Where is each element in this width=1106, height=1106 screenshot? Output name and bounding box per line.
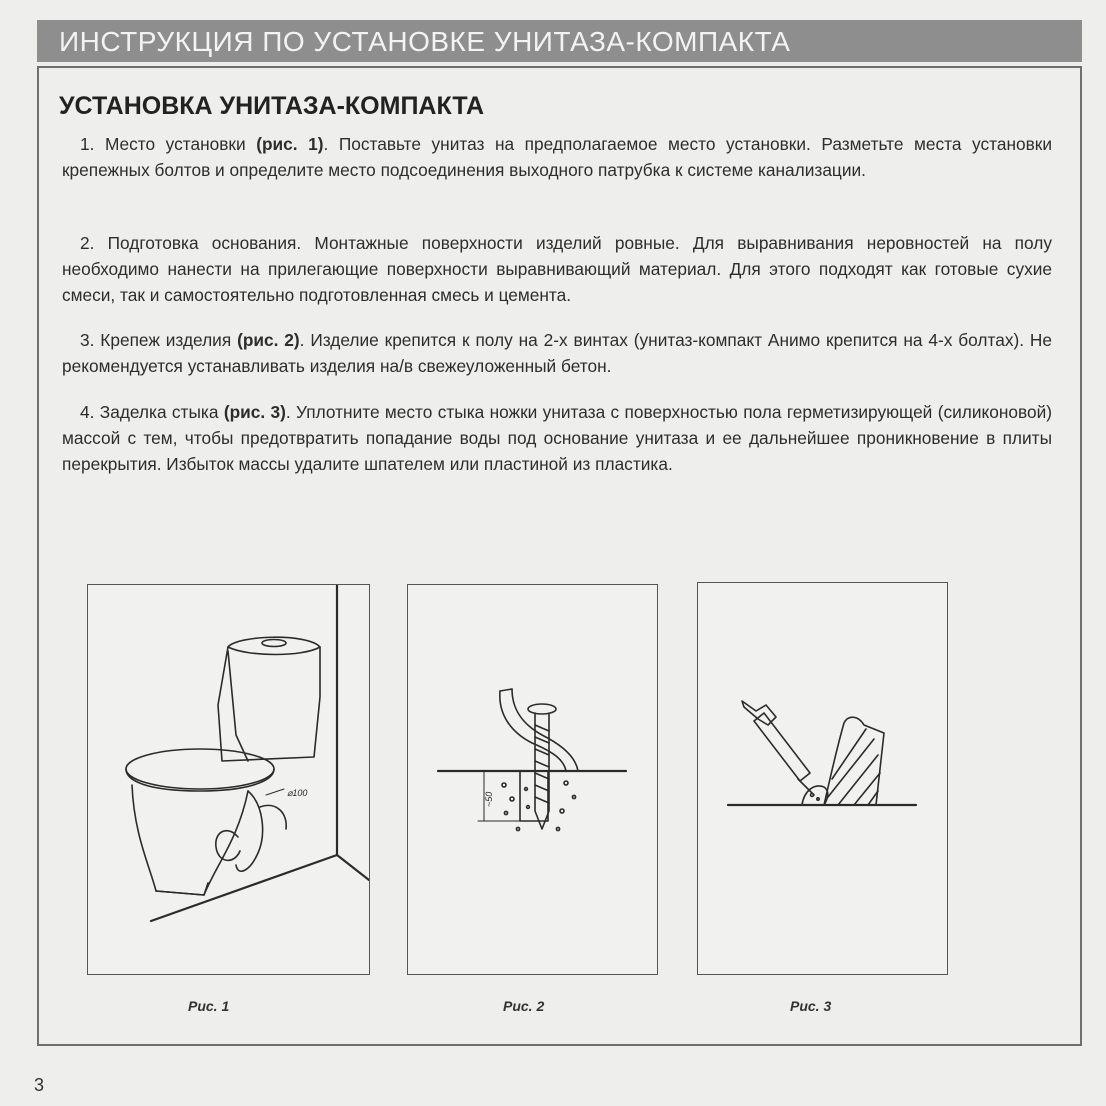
- instruction-step-3: [62, 327, 1052, 379]
- figure-3-caption: Рис. 3: [790, 998, 832, 1014]
- step-4-text: . Уплотните место стыка ножки унитаза с поверхностью пола герметизирующей (силиконовой) массой с тем, чтобы предотвратить попадание воды под основание унитаза и ее дальнейшее проникновение в плиты перекрытия. Избыток массы удалите шпателем или пластиной из пластика.: [62, 402, 1053, 474]
- figure-1-caption: Рис. 1: [188, 998, 230, 1014]
- figure-1-toilet: [87, 584, 370, 975]
- step-2-text: 2. Подготовка основания. Монтажные поверхности изделий ровные. Для выравнивания неровностей на полу необходимо нанести на прилегающие поверхности выравнивающий материал. Для этого подходят как готовые сухие смеси, так и самостоятельно подготовленная смесь и цемента.: [62, 233, 1052, 305]
- outlet-diameter-label: ⌀100: [287, 788, 308, 798]
- figure-3-sealing: [697, 582, 948, 975]
- sealing-illustration: [698, 583, 947, 974]
- step-1-figure-ref: (рис. 1): [256, 134, 324, 154]
- bolt-illustration: [408, 585, 657, 974]
- step-3-figure-ref: (рис. 2): [237, 330, 300, 350]
- figure-2-bolt: [407, 584, 658, 975]
- step-1-prefix: 1. Место установки: [80, 134, 257, 154]
- step-4-prefix: 4. Заделка стыка: [80, 402, 224, 422]
- instruction-step-1: [62, 131, 1052, 183]
- section-title: УСТАНОВКА УНИТАЗА-КОМПАКТА: [59, 92, 485, 120]
- page-number: 3: [34, 1075, 45, 1095]
- instruction-step-2: [62, 230, 1052, 308]
- step-1-text: . Поставьте унитаз на предполагаемое место установки. Разметьте места установки крепежных болтов и определите место подсоединения выходного патрубка к системе канализации.: [62, 134, 1053, 180]
- hole-depth-label: ~50: [484, 791, 494, 807]
- instruction-step-4: [62, 399, 1052, 477]
- header-bar: [37, 20, 1082, 62]
- toilet-illustration: [88, 585, 369, 974]
- step-3-prefix: 3. Крепеж изделия: [80, 330, 238, 350]
- page-header-title: ИНСТРУКЦИЯ ПО УСТАНОВКЕ УНИТАЗА-КОМПАКТА: [59, 26, 791, 57]
- step-3-text: . Изделие крепится к полу на 2-х винтах (унитаз-компакт Анимо крепится на 4-х болтах). Не рекомендуется устанавливать изделия на/в свежеуложенный бетон.: [62, 330, 1052, 376]
- figure-2-caption: Рис. 2: [503, 998, 545, 1014]
- step-4-figure-ref: (рис. 3): [223, 402, 286, 422]
